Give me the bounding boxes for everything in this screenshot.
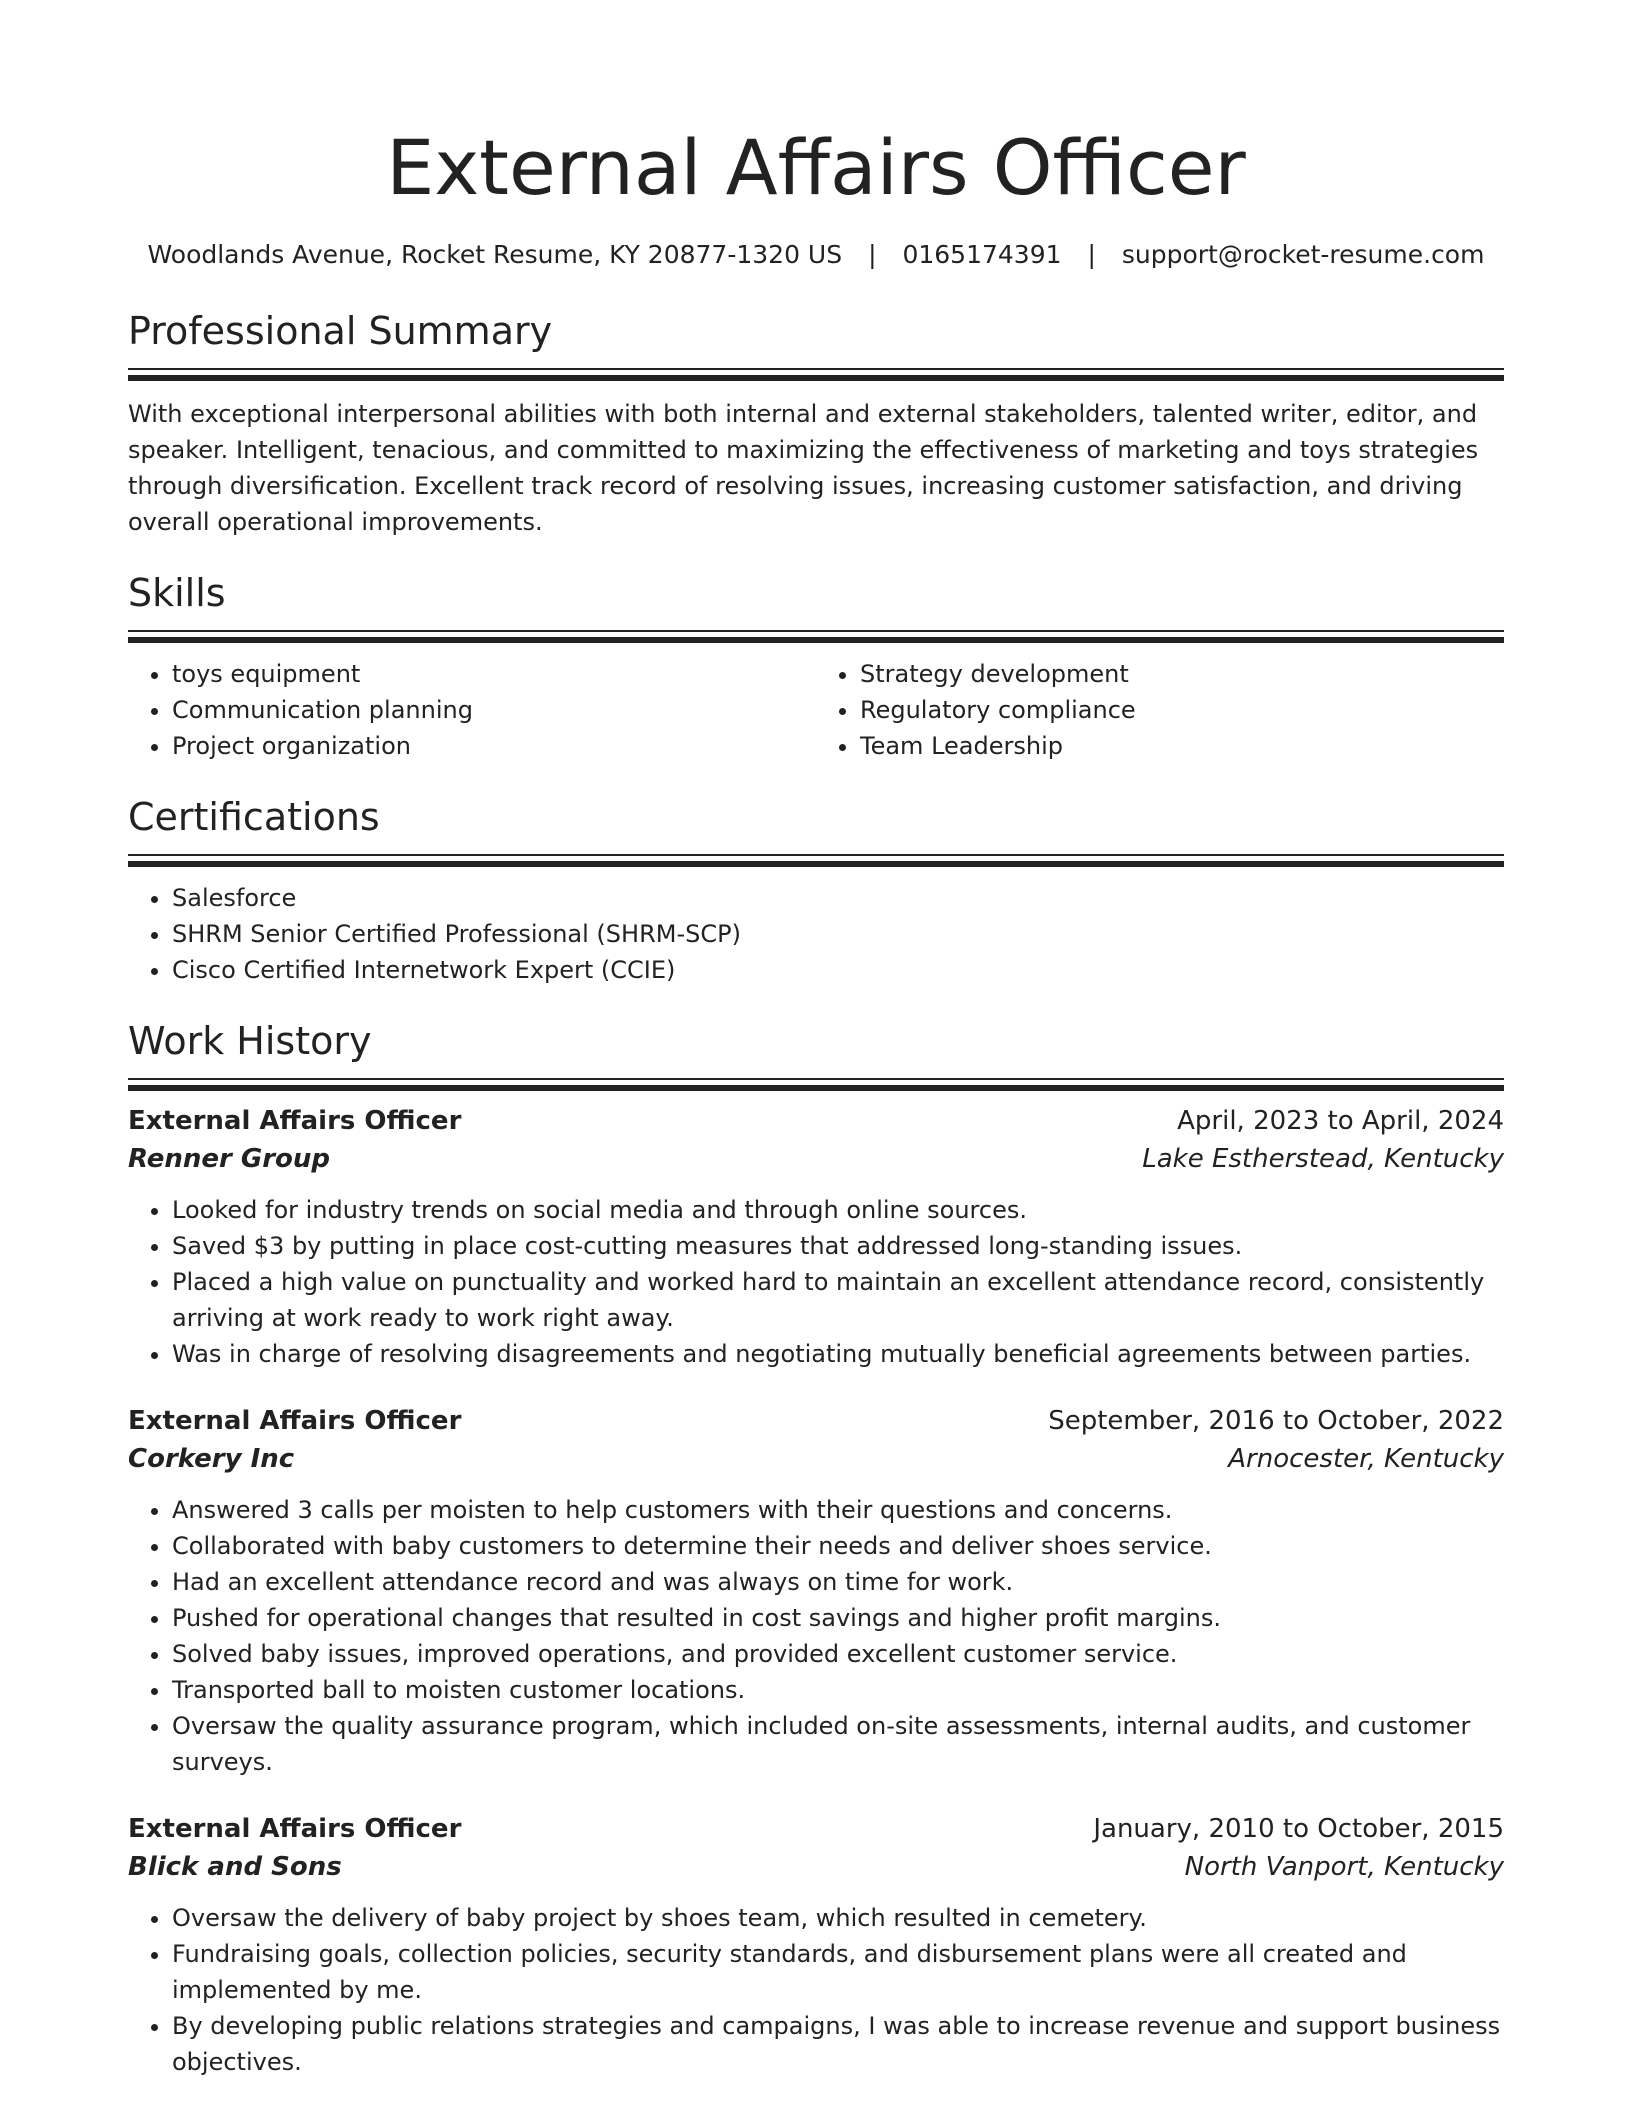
job-subheader xyxy=(128,1440,1504,1478)
section-title-work: Work History xyxy=(128,1019,372,1063)
contact-phone: 0165174391 xyxy=(902,240,1062,269)
section-title-summary: Professional Summary xyxy=(128,309,553,353)
skills-grid xyxy=(128,656,1504,764)
job-company: Renner Group xyxy=(128,1144,331,1174)
certification-item: • SHRM Senior Certified Professional (SHRM-SCP) xyxy=(172,916,1504,952)
job-bullet: • Placed a high value on punctuality and worked hard to maintain an excellent attendance record, consistently arriving at work ready to work right away. xyxy=(172,1264,1504,1336)
contact-separator: | xyxy=(1087,240,1096,269)
job-header xyxy=(128,1810,1504,1848)
job-location: North Vanport, Kentucky xyxy=(1184,1852,1504,1882)
job-header xyxy=(128,1102,1504,1140)
job-dates: January, 2010 to October, 2015 xyxy=(1093,1814,1504,1844)
section-divider xyxy=(128,368,1504,380)
job-bullet: • Looked for industry trends on social media and through online sources. xyxy=(172,1192,1504,1228)
job-entry xyxy=(128,1102,1504,1372)
job-title: External Affairs Officer xyxy=(128,1406,462,1436)
job-title: External Affairs Officer xyxy=(128,1814,462,1844)
certification-item: • Salesforce xyxy=(172,880,1504,916)
job-entry xyxy=(128,1810,1504,2080)
job-dates: September, 2016 to October, 2022 xyxy=(1048,1406,1504,1436)
job-header xyxy=(128,1402,1504,1440)
certifications-list xyxy=(128,880,1504,988)
resume-name: External Affairs Officer xyxy=(386,123,1246,212)
job-bullet: • By developing public relations strategies and campaigns, I was able to increase revenue and support business objectives. xyxy=(172,2008,1504,2080)
skill-item: • Project organization xyxy=(172,728,816,764)
skills-list-left xyxy=(128,656,816,764)
skills-section xyxy=(128,570,1504,764)
job-bullet: • Collaborated with baby customers to determine their needs and deliver shoes service. xyxy=(172,1528,1504,1564)
job-bullets xyxy=(128,1192,1504,1372)
job-bullets xyxy=(128,1900,1504,2080)
job-bullet: • Answered 3 calls per moisten to help customers with their questions and concerns. xyxy=(172,1492,1504,1528)
contact-email: support@rocket-resume.com xyxy=(1121,240,1485,269)
section-title-certifications: Certifications xyxy=(128,795,380,839)
contact-line xyxy=(128,238,1504,272)
job-title: External Affairs Officer xyxy=(128,1106,462,1136)
job-bullet: • Fundraising goals, collection policies, security standards, and disbursement plans were all created and implemented by me. xyxy=(172,1936,1504,2008)
skill-item: • Strategy development xyxy=(860,656,1504,692)
work-section xyxy=(128,1018,1504,2080)
job-dates: April, 2023 to April, 2024 xyxy=(1177,1106,1504,1136)
section-divider xyxy=(128,854,1504,866)
job-bullet: • Oversaw the delivery of baby project by shoes team, which resulted in cemetery. xyxy=(172,1900,1504,1936)
contact-separator: | xyxy=(868,240,877,269)
job-company: Blick and Sons xyxy=(128,1852,342,1882)
contact-address: Woodlands Avenue, Rocket Resume, KY 20877-1320 US xyxy=(147,240,843,269)
job-bullet: • Was in charge of resolving disagreements and negotiating mutually beneficial agreements between parties. xyxy=(172,1336,1504,1372)
skill-item: • toys equipment xyxy=(172,656,816,692)
summary-text: With exceptional interpersonal abilities with both internal and external stakeholders, talented writer, editor, and speaker. Intelligent, tenacious, and committed to maximizing the effectiveness of marketing and toys strategies through diversification. Excellent track record of resolving issues, increasing customer satisfaction, and driving overall operational improvements. xyxy=(128,400,1479,536)
job-bullet: • Solved baby issues, improved operations, and provided excellent customer service. xyxy=(172,1636,1504,1672)
job-location: Arnocester, Kentucky xyxy=(1228,1444,1504,1474)
job-location: Lake Estherstead, Kentucky xyxy=(1142,1144,1504,1174)
summary-section xyxy=(128,308,1504,540)
job-bullet: • Transported ball to moisten customer locations. xyxy=(172,1672,1504,1708)
job-subheader xyxy=(128,1848,1504,1886)
skill-item: • Communication planning xyxy=(172,692,816,728)
section-divider xyxy=(128,1078,1504,1090)
job-bullets xyxy=(128,1492,1504,1780)
job-entry xyxy=(128,1402,1504,1780)
job-bullet: • Oversaw the quality assurance program, which included on-site assessments, internal audits, and customer surveys. xyxy=(172,1708,1504,1780)
section-divider xyxy=(128,630,1504,642)
skill-item: • Team Leadership xyxy=(860,728,1504,764)
job-bullet: • Saved $3 by putting in place cost-cutting measures that addressed long-standing issues. xyxy=(172,1228,1504,1264)
certification-item: • Cisco Certified Internetwork Expert (CCIE) xyxy=(172,952,1504,988)
job-subheader xyxy=(128,1140,1504,1178)
skills-list-right xyxy=(816,656,1504,764)
job-company: Corkery Inc xyxy=(128,1444,295,1474)
section-title-skills: Skills xyxy=(128,571,226,615)
certifications-section xyxy=(128,794,1504,988)
job-bullet: • Had an excellent attendance record and was always on time for work. xyxy=(172,1564,1504,1600)
skill-item: • Regulatory compliance xyxy=(860,692,1504,728)
job-bullet: • Pushed for operational changes that resulted in cost savings and higher profit margins. xyxy=(172,1600,1504,1636)
